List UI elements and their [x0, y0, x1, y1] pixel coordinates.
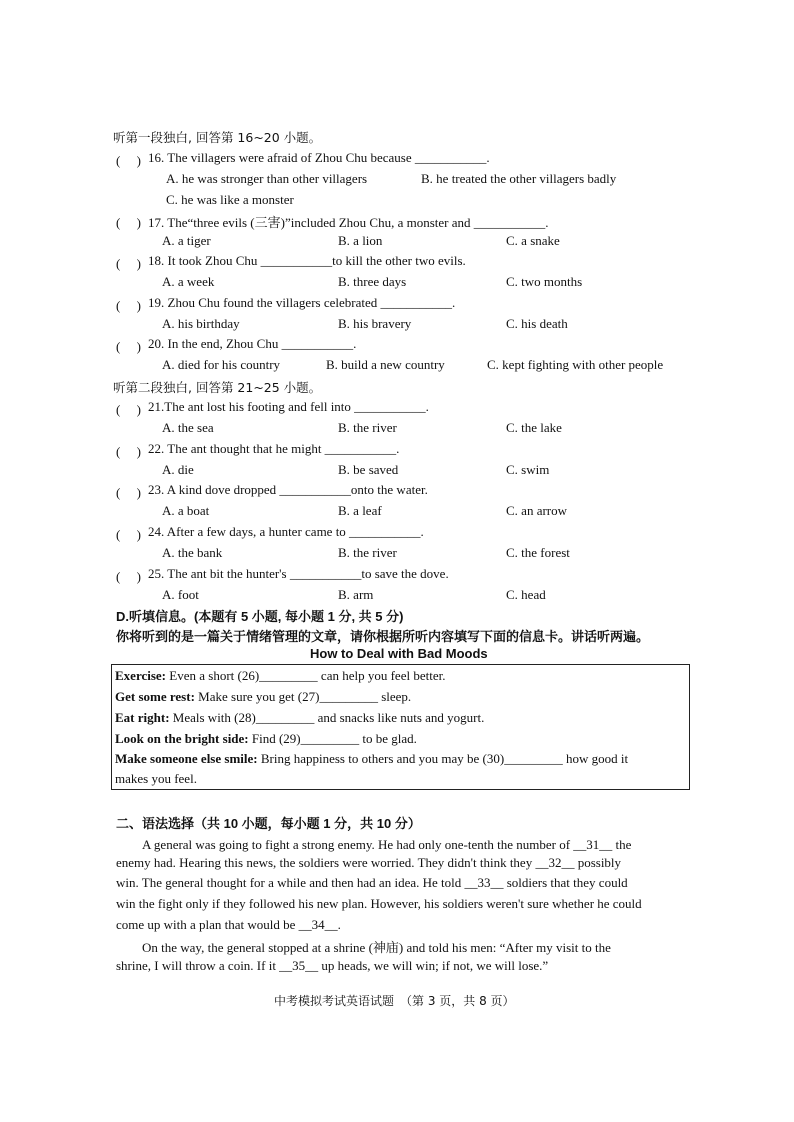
- answer-bracket: ( ): [116, 215, 141, 230]
- answer-option: B. the river: [338, 420, 397, 435]
- passage-line: win the fight only if they followed his new plan. However, his soldiers weren't sure whether he could: [116, 896, 642, 911]
- passage-line: enemy had. Hearing this news, the soldiers were worried. They didn't think they __32__ possibly: [116, 855, 622, 870]
- page-footer: 中考模拟考试英语试题 （第 3 页，共 8 页）: [274, 994, 515, 1008]
- question-stem: 19. Zhou Chu found the villagers celebrated ___________.: [148, 295, 456, 310]
- section-d-instruction: 你将听到的是一篇关于情绪管理的文章，请你根据所听内容填写下面的信息卡。讲话听两遍。: [116, 629, 650, 644]
- question-stem: 24. After a few days, a hunter came to ___________.: [148, 524, 424, 539]
- info-card-row: Exercise: Even a short (26)_________ can help you feel better.: [115, 668, 446, 683]
- answer-option: C. swim: [506, 462, 550, 477]
- answer-option: B. his bravery: [338, 316, 412, 331]
- section2-heading: 二、语法选择（共 10 小题，每小题 1 分，共 10 分）: [116, 816, 421, 831]
- answer-option: C. the lake: [506, 420, 562, 435]
- answer-option: A. a boat: [162, 503, 210, 518]
- answer-option: B. a lion: [338, 233, 383, 248]
- answer-option: A. the bank: [162, 545, 223, 560]
- answer-bracket: ( ): [116, 298, 141, 313]
- answer-bracket: ( ): [116, 339, 141, 354]
- answer-option: A. he was stronger than other villagers: [166, 171, 368, 186]
- answer-option: A. died for his country: [162, 357, 281, 372]
- answer-option: A. a week: [162, 274, 215, 289]
- answer-option: B. three days: [338, 274, 407, 289]
- answer-option: B. the river: [338, 545, 397, 560]
- answer-option: C. kept fighting with other people: [487, 357, 664, 372]
- passage-line: shrine, I will throw a coin. If it __35__ up heads, we will win; if not, we will lose.”: [116, 958, 549, 973]
- answer-option: B. arm: [338, 587, 374, 602]
- question-stem: 18. It took Zhou Chu ___________to kill the other two evils.: [148, 253, 466, 268]
- answer-option: A. the sea: [162, 420, 214, 435]
- passage-line: On the way, the general stopped at a shrine (神庙) and told his men: “After my visit to the: [116, 940, 611, 955]
- passage-line: come up with a plan that would be __34__.: [116, 917, 341, 932]
- answer-option: C. the forest: [506, 545, 570, 560]
- info-card: [111, 664, 690, 790]
- question-stem: 20. In the end, Zhou Chu ___________.: [148, 336, 357, 351]
- answer-bracket: ( ): [116, 402, 141, 417]
- info-card-title: How to Deal with Bad Moods: [310, 646, 488, 661]
- answer-option: A. foot: [162, 587, 199, 602]
- info-card-row: makes you feel.: [115, 771, 197, 786]
- answer-option: B. be saved: [338, 462, 399, 477]
- question-stem: 25. The ant bit the hunter's ___________to save the dove.: [148, 566, 449, 581]
- info-card-row: Look on the bright side: Find (29)_________ to be glad.: [115, 731, 417, 746]
- part2-heading: 听第二段独白, 回答第 21~25 小题。: [113, 380, 322, 395]
- answer-option: C. head: [506, 587, 546, 602]
- question-stem: 21.The ant lost his footing and fell into ___________.: [148, 399, 429, 414]
- part1-heading: 听第一段独白, 回答第 16~20 小题。: [113, 130, 322, 145]
- question-stem: 17. The“three evils (三害)”included Zhou Chu, a monster and ___________.: [148, 215, 549, 230]
- answer-option: A. his birthday: [162, 316, 240, 331]
- answer-bracket: ( ): [116, 153, 141, 168]
- answer-option: A. die: [162, 462, 194, 477]
- answer-option: C. an arrow: [506, 503, 568, 518]
- answer-bracket: ( ): [116, 485, 141, 500]
- answer-option: C. a snake: [506, 233, 560, 248]
- info-card-row: Make someone else smile: Bring happiness to others and you may be (30)_________ how good it: [115, 751, 629, 766]
- info-card-row: Eat right: Meals with (28)_________ and snacks like nuts and yogurt.: [115, 710, 485, 725]
- passage-line: A general was going to fight a strong enemy. He had only one-tenth the number of __31__ the: [116, 837, 632, 852]
- answer-bracket: ( ): [116, 444, 141, 459]
- answer-option: A. a tiger: [162, 233, 211, 248]
- answer-bracket: ( ): [116, 256, 141, 271]
- info-card-row: Get some rest: Make sure you get (27)_________ sleep.: [115, 689, 412, 704]
- answer-option: B. a leaf: [338, 503, 382, 518]
- passage-line: win. The general thought for a while and then had an idea. He told __33__ soldiers that they could: [116, 875, 628, 890]
- answer-bracket: ( ): [116, 569, 141, 584]
- answer-option: C. his death: [506, 316, 568, 331]
- answer-option: C. two months: [506, 274, 583, 289]
- question-stem: 16. The villagers were afraid of Zhou Chu because ___________.: [148, 150, 490, 165]
- answer-option: B. build a new country: [326, 357, 445, 372]
- section-d-heading: D.听填信息。(本题有 5 小题, 每小题 1 分, 共 5 分): [116, 609, 404, 624]
- answer-option: C. he was like a monster: [166, 192, 294, 207]
- question-stem: 22. The ant thought that he might ___________.: [148, 441, 400, 456]
- question-stem: 23. A kind dove dropped ___________onto the water.: [148, 482, 428, 497]
- answer-bracket: ( ): [116, 527, 141, 542]
- answer-option: B. he treated the other villagers badly: [421, 171, 617, 186]
